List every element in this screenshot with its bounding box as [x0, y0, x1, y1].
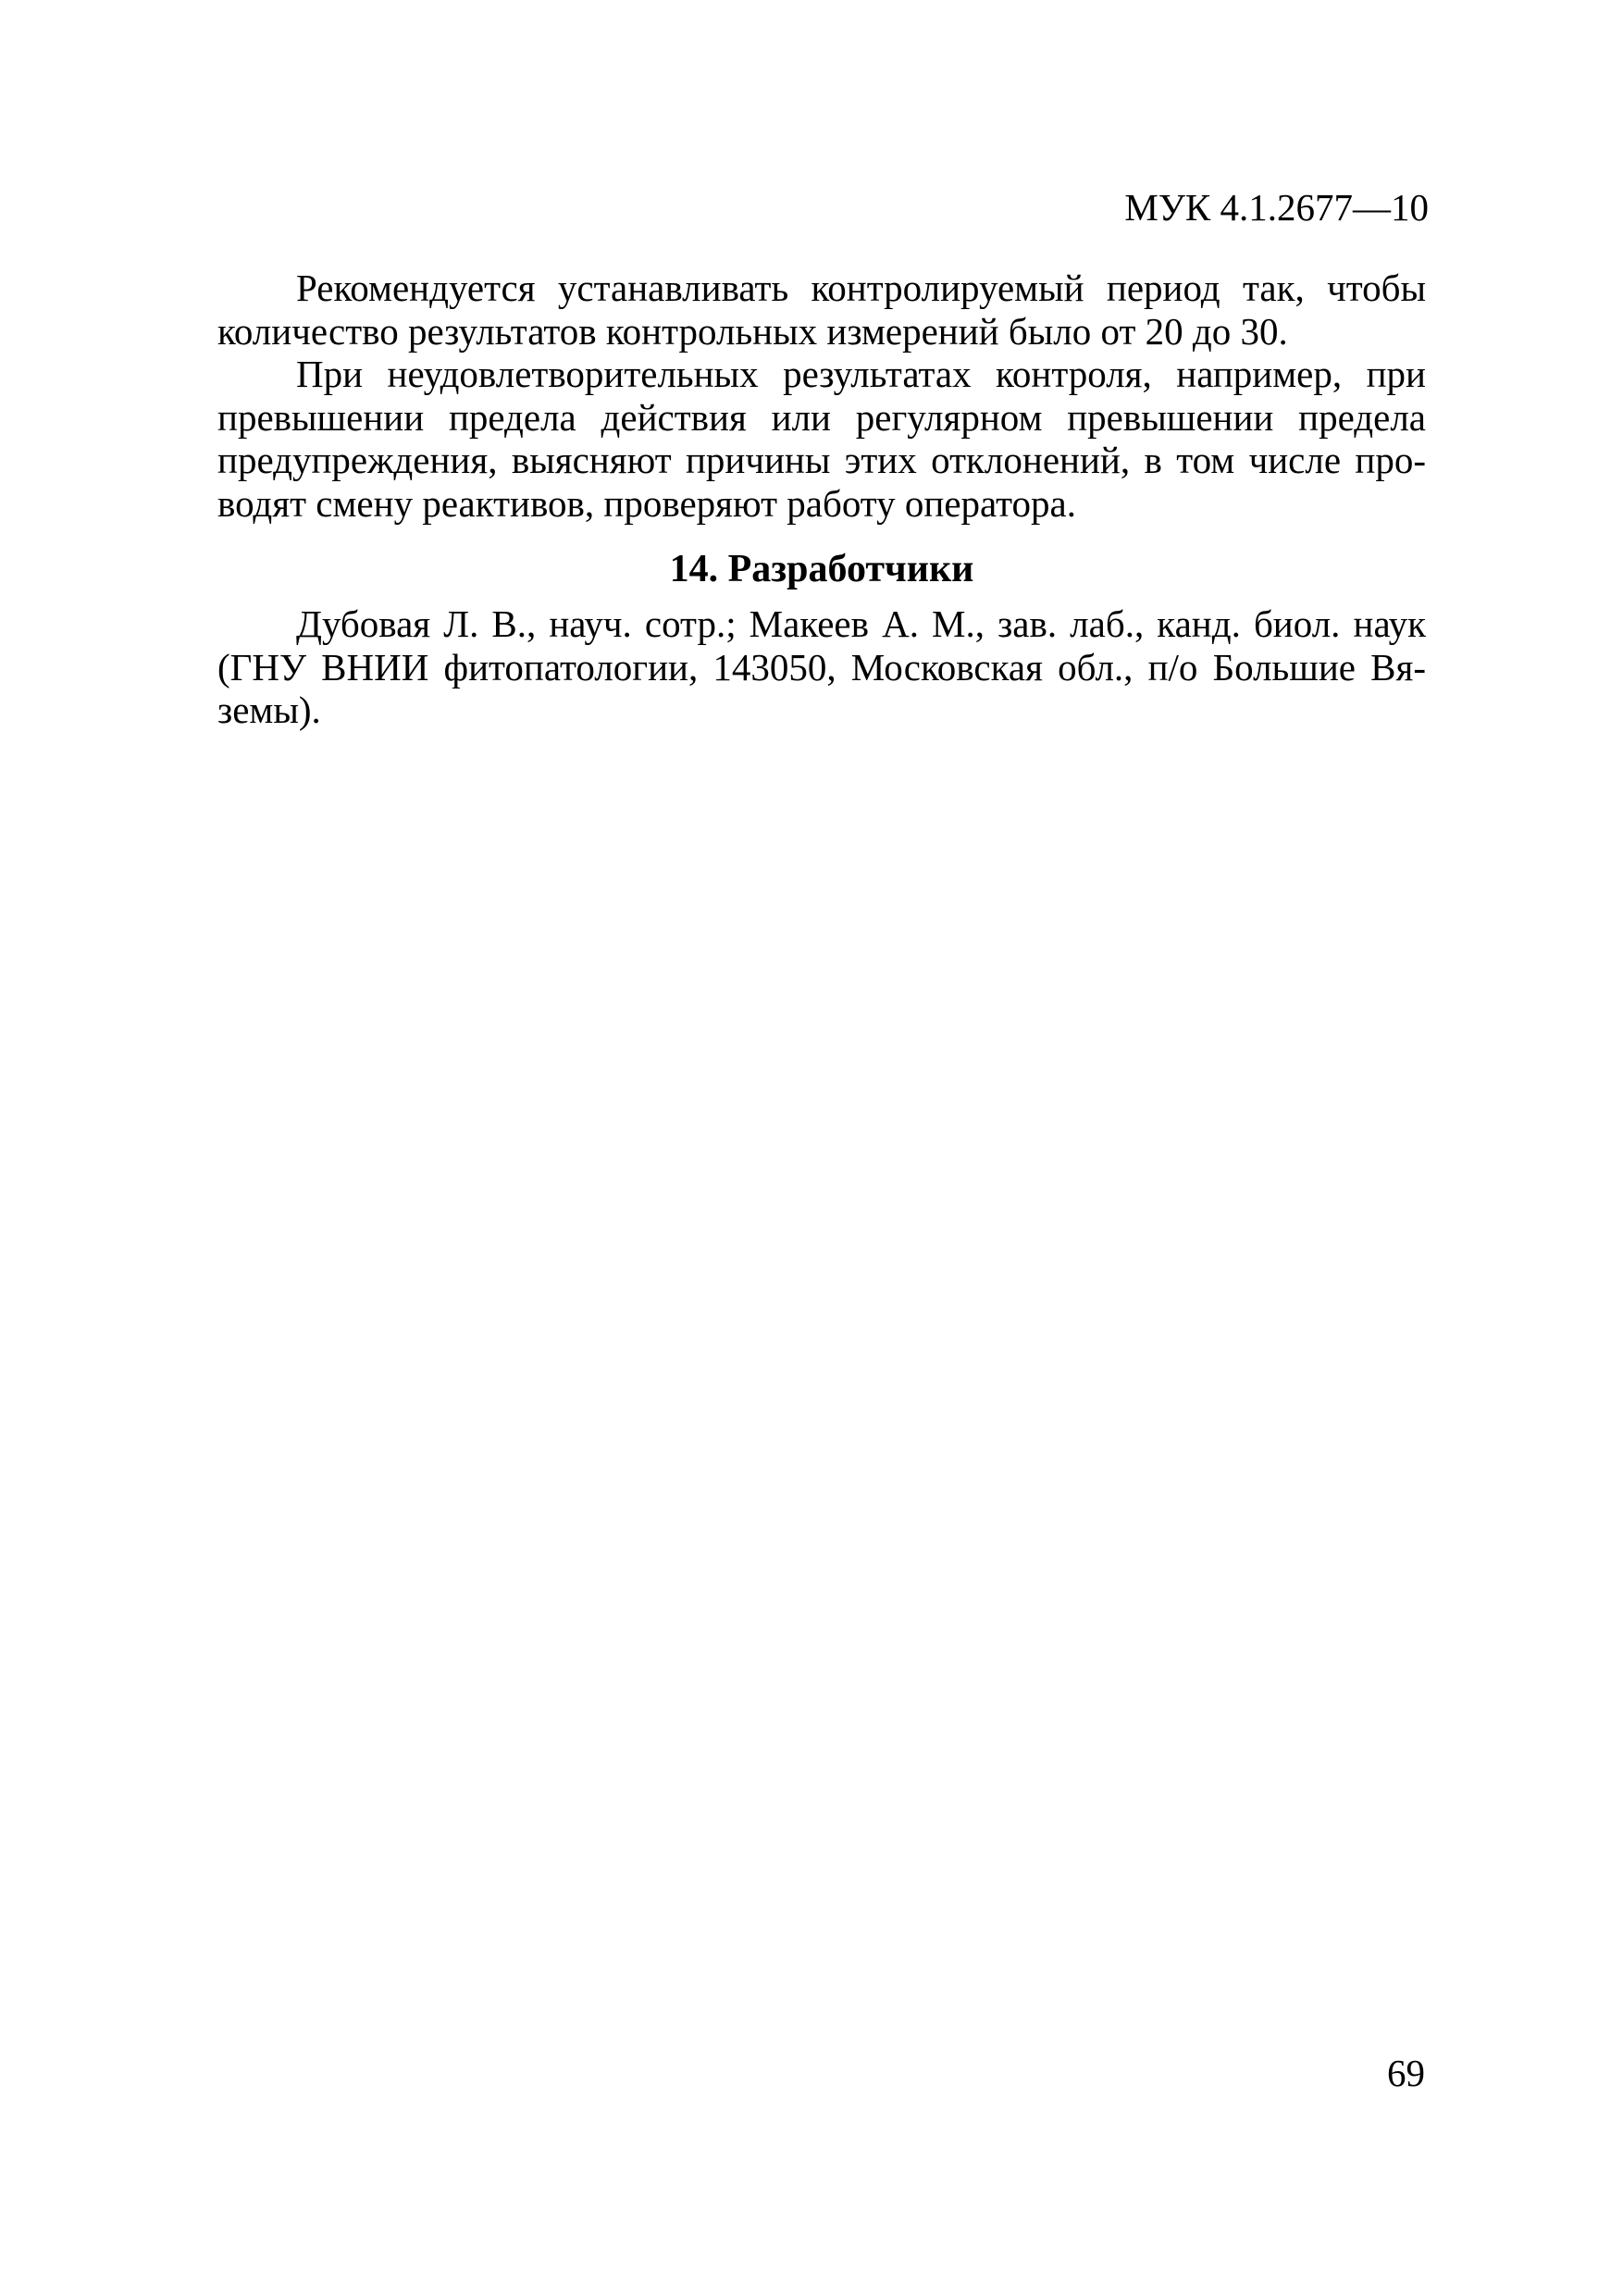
paragraph-line: количество результатов контрольных измерений было от 20 до 30.	[217, 309, 1288, 353]
paragraph-line: При неудовлетворительных результатах контроля, например, при	[296, 353, 1426, 395]
page-number: 69	[1387, 2052, 1425, 2094]
section-heading: 14. Разработчики	[669, 548, 974, 590]
paragraph-line: Дубовая Л. В., науч. сотр.; Макеев А. М., зав. лаб., канд. биол. наук	[296, 602, 1426, 645]
paragraph-developers	[217, 602, 1426, 732]
paragraph-control-period	[217, 267, 1426, 353]
paragraph-line: предупреждения, выясняют причины этих отклонений, в том числе про-	[217, 439, 1426, 481]
page-body	[217, 267, 1426, 732]
paragraph-line: (ГНУ ВНИИ фитопатологии, 143050, Московская обл., п/о Большие Вя-	[217, 645, 1426, 689]
paragraph-unsatisfactory-results	[217, 353, 1426, 525]
paragraph-line: Рекомендуется устанавливать контролируемый период так, чтобы	[296, 267, 1426, 309]
document-code: МУК 4.1.2677—10	[1124, 186, 1429, 229]
paragraph-line: водят смену реактивов, проверяют работу оператора.	[217, 481, 1077, 525]
paragraph-line: земы).	[217, 689, 321, 731]
paragraph-line: превышении предела действия или регулярном превышении предела	[217, 395, 1426, 439]
